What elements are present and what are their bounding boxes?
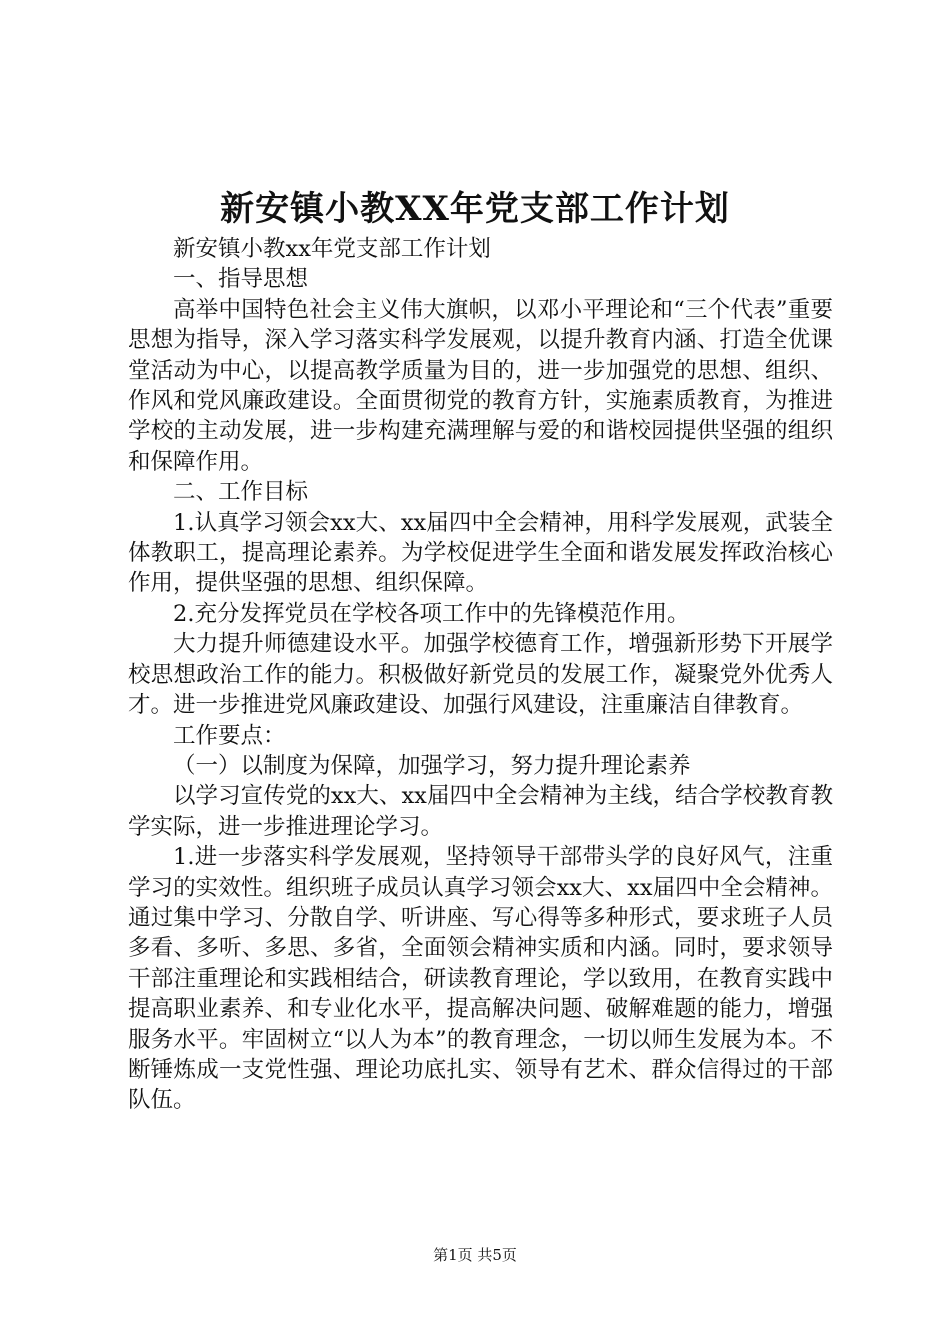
paragraph-goal-1: 1.认真学习领会xx大、xx届四中全会精神，用科学发展观，武装全体教职工，提高理论素养。为学校促进学生全面和谐发展发挥政治核心作用，提供坚强的思想、组织保障。 [128, 509, 833, 597]
paragraph-study-mainline: 以学习宣传党的xx大、xx届四中全会精神为主线，结合学校教育教学实际，进一步推进理论学习。 [128, 783, 833, 840]
section-heading-work-goals: 二、工作目标 [173, 479, 309, 506]
paragraph-goal-2: 2.充分发挥党员在学校各项工作中的先锋模范作用。 [173, 600, 690, 627]
page-title: 新安镇小教XX年党支部工作计划 [220, 189, 730, 229]
paragraph-point-1: 1.进一步落实科学发展观，坚持领导干部带头学的良好风气，注重学习的实效性。组织班子成员认真学习领会xx大、xx届四中全会精神。通过集中学习、分散自学、听讲座、写心得等多种形式，要求班子人员多看、多听、多思、多省，全面领会精神实质和内涵。同时，要求领导干部注重理论和实践相结合，研读教育理论，学以致用，在教育实践中提高职业素养、和专业化水平，提高解决问题、破解难题的能力，增强服务水平。牢固树立“以人为本”的教育理念，一切以师生发展为本。不断锤炼成一支党性强、理论功底扎实、领导有艺术、群众信得过的干部队伍。 [128, 844, 833, 1114]
subsection-heading-1: （一）以制度为保障，加强学习，努力提升理论素养 [173, 752, 691, 779]
subtitle-paragraph: 新安镇小教xx年党支部工作计划 [173, 236, 491, 262]
paragraph-guiding-ideology: 高举中国特色社会主义伟大旗帜，以邓小平理论和“三个代表”重要思想为指导，深入学习落实科学发展观，以提升教育内涵、打造全优课堂活动为中心，以提高教学质量为目的，进一步加强党的思想、组织、作风和党风廉政建设。全面贯彻党的教育方针，实施素质教育，为推进学校的主动发展，进一步构建充满理解与爱的和谐校园提供坚强的组织和保障作用。 [128, 296, 833, 475]
section-heading-guiding-ideology: 一、指导思想 [173, 266, 309, 293]
page-footer: 第1页 共5页 [433, 1246, 517, 1264]
section-heading-key-points: 工作要点： [173, 722, 286, 749]
paragraph-ethics: 大力提升师德建设水平。加强学校德育工作，增强新形势下开展学校思想政治工作的能力。积极做好新党员的发展工作，凝聚党外优秀人才。进一步推进党风廉政建设、加强行风建设，注重廉洁自律教育。 [128, 631, 833, 719]
document-body [128, 234, 833, 1116]
